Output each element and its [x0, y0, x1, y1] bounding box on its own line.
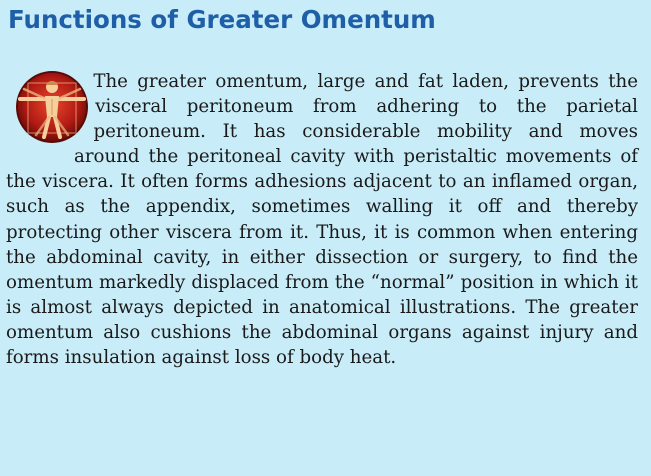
box-body [6, 69, 638, 370]
box-title: Functions of Greater Omentum [8, 5, 436, 34]
vitruvian-man-icon [6, 69, 102, 145]
box-paragraph: The greater omentum, large and fat laden, prevents the visceral peritoneum from adhering to the parietal peritoneum. It has considerable mobility and moves around the peritoneal cavity with peristaltic movements of the viscera. It often forms adhesions adjacent to an inflamed organ, such as the appendix, sometimes walling it off and thereby protecting other viscera from it. Thus, it is common when entering the abdominal cavity, in either dissection or surgery, to find the omentum markedly displaced from the “normal” position in which it is almost always depicted in anatomical illustrations. The greater omentum also cushions the abdominal organs against injury and forms insulation against loss of body heat. [6, 71, 638, 369]
